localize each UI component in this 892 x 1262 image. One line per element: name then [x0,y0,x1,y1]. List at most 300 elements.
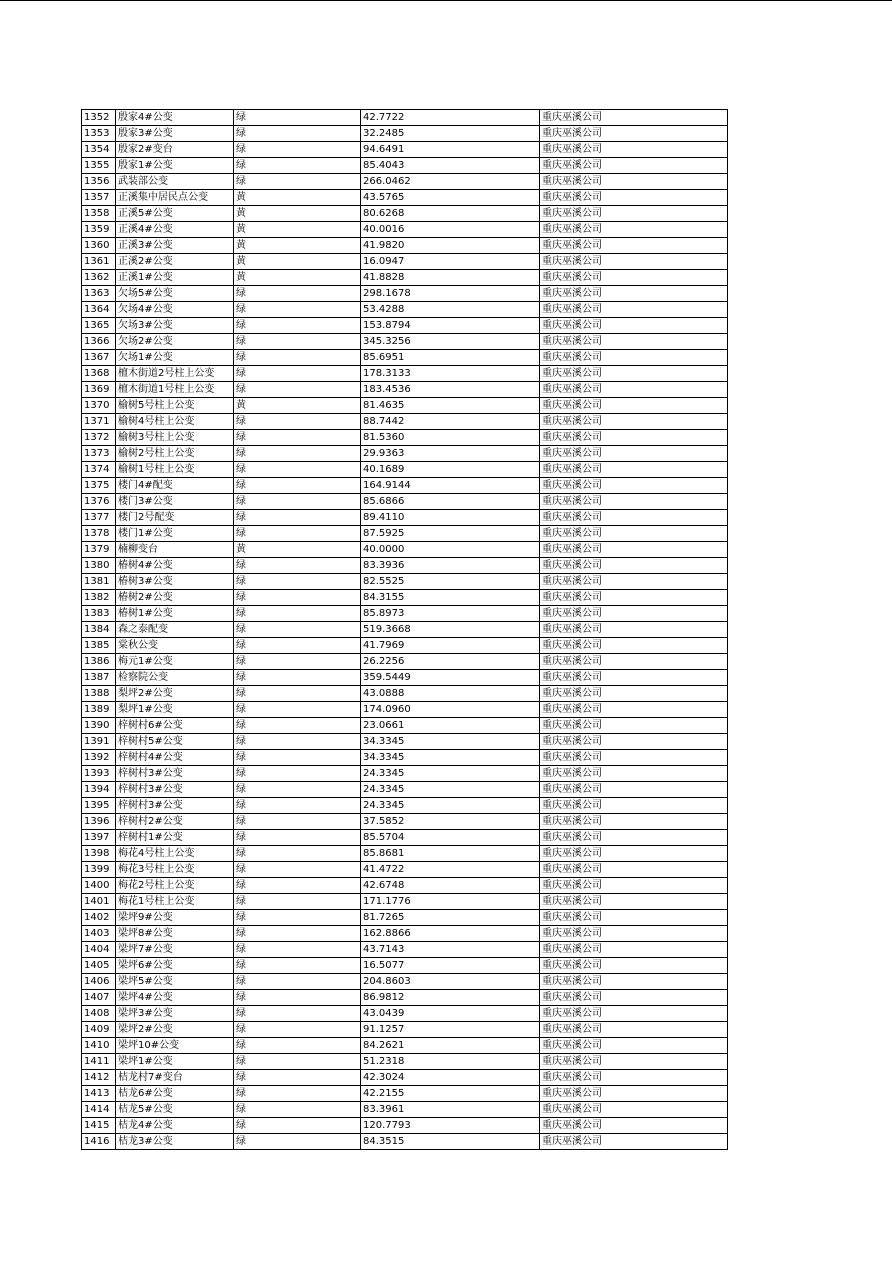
company-cell: 重庆巫溪公司 [540,542,728,558]
table-row [82,734,728,750]
row-number-cell: 1392 [82,750,116,766]
value-cell: 83.3961 [361,1102,540,1118]
row-number-cell: 1381 [82,574,116,590]
station-name-cell: 欠场5#公变 [116,286,234,302]
value-cell: 23.0661 [361,718,540,734]
company-cell: 重庆巫溪公司 [540,494,728,510]
station-name-cell: 欠场3#公变 [116,318,234,334]
company-cell: 重庆巫溪公司 [540,398,728,414]
status-color-cell: 黄 [234,542,361,558]
status-color-cell: 绿 [234,462,361,478]
table-row [82,270,728,286]
company-cell: 重庆巫溪公司 [540,1070,728,1086]
value-cell: 89.4110 [361,510,540,526]
row-number-cell: 1393 [82,766,116,782]
row-number-cell: 1416 [82,1134,116,1150]
value-cell: 120.7793 [361,1118,540,1134]
row-number-cell: 1396 [82,814,116,830]
row-number-cell: 1410 [82,1038,116,1054]
table-row [82,350,728,366]
row-number-cell: 1384 [82,622,116,638]
value-cell: 88.7442 [361,414,540,430]
company-cell: 重庆巫溪公司 [540,462,728,478]
table-row [82,862,728,878]
table-row [82,638,728,654]
table-row [82,558,728,574]
status-color-cell: 绿 [234,1070,361,1086]
company-cell: 重庆巫溪公司 [540,1054,728,1070]
station-name-cell: 梓树村3#公变 [116,766,234,782]
table-row [82,318,728,334]
table-row [82,622,728,638]
station-name-cell: 殷家2#变台 [116,142,234,158]
table-row [82,366,728,382]
status-color-cell: 绿 [234,766,361,782]
station-name-cell: 梓树村1#公变 [116,830,234,846]
status-color-cell: 绿 [234,1086,361,1102]
company-cell: 重庆巫溪公司 [540,622,728,638]
company-cell: 重庆巫溪公司 [540,478,728,494]
table-row [82,1038,728,1054]
status-color-cell: 绿 [234,302,361,318]
company-cell: 重庆巫溪公司 [540,174,728,190]
station-name-cell: 楼门1#公变 [116,526,234,542]
company-cell: 重庆巫溪公司 [540,1006,728,1022]
table-row [82,830,728,846]
value-cell: 43.5765 [361,190,540,206]
value-cell: 53.4288 [361,302,540,318]
value-cell: 519.3668 [361,622,540,638]
station-name-cell: 梁坪7#公变 [116,942,234,958]
station-name-cell: 欠场2#公变 [116,334,234,350]
table-row [82,430,728,446]
status-color-cell: 绿 [234,286,361,302]
table-row [82,414,728,430]
table-row [82,942,728,958]
value-cell: 266.0462 [361,174,540,190]
company-cell: 重庆巫溪公司 [540,1134,728,1150]
row-number-cell: 1397 [82,830,116,846]
company-cell: 重庆巫溪公司 [540,654,728,670]
status-color-cell: 绿 [234,686,361,702]
value-cell: 43.0888 [361,686,540,702]
value-cell: 81.5360 [361,430,540,446]
value-cell: 298.1678 [361,286,540,302]
value-cell: 174.0960 [361,702,540,718]
row-number-cell: 1366 [82,334,116,350]
table-row [82,702,728,718]
company-cell: 重庆巫溪公司 [540,910,728,926]
value-cell: 85.6866 [361,494,540,510]
status-color-cell: 绿 [234,1006,361,1022]
row-number-cell: 1380 [82,558,116,574]
table-row [82,1070,728,1086]
row-number-cell: 1371 [82,414,116,430]
row-number-cell: 1372 [82,430,116,446]
station-name-cell: 正溪1#公变 [116,270,234,286]
table-row [82,254,728,270]
status-color-cell: 绿 [234,318,361,334]
value-cell: 40.0000 [361,542,540,558]
value-cell: 81.4635 [361,398,540,414]
status-color-cell: 绿 [234,350,361,366]
value-cell: 42.6748 [361,878,540,894]
table-row [82,382,728,398]
station-name-cell: 棠秋公变 [116,638,234,654]
row-number-cell: 1406 [82,974,116,990]
company-cell: 重庆巫溪公司 [540,958,728,974]
table-row [82,110,728,126]
table-row [82,478,728,494]
table-row [82,238,728,254]
company-cell: 重庆巫溪公司 [540,110,728,126]
row-number-cell: 1355 [82,158,116,174]
table-row [82,782,728,798]
value-cell: 34.3345 [361,734,540,750]
status-color-cell: 绿 [234,702,361,718]
company-cell: 重庆巫溪公司 [540,366,728,382]
station-name-cell: 欠场1#公变 [116,350,234,366]
row-number-cell: 1378 [82,526,116,542]
value-cell: 24.3345 [361,782,540,798]
table-row [82,798,728,814]
station-name-cell: 桔龙5#公变 [116,1102,234,1118]
table-row [82,718,728,734]
row-number-cell: 1385 [82,638,116,654]
company-cell: 重庆巫溪公司 [540,670,728,686]
row-number-cell: 1356 [82,174,116,190]
status-color-cell: 绿 [234,798,361,814]
row-number-cell: 1411 [82,1054,116,1070]
station-name-cell: 梓树村5#公变 [116,734,234,750]
value-cell: 24.3345 [361,766,540,782]
row-number-cell: 1415 [82,1118,116,1134]
value-cell: 84.3515 [361,1134,540,1150]
row-number-cell: 1390 [82,718,116,734]
station-name-cell: 正溪4#公变 [116,222,234,238]
table-row [82,1006,728,1022]
status-color-cell: 绿 [234,478,361,494]
row-number-cell: 1386 [82,654,116,670]
status-color-cell: 绿 [234,158,361,174]
table-row [82,846,728,862]
company-cell: 重庆巫溪公司 [540,334,728,350]
row-number-cell: 1373 [82,446,116,462]
table-row [82,750,728,766]
station-name-cell: 梓树村3#公变 [116,782,234,798]
status-color-cell: 绿 [234,1118,361,1134]
station-name-cell: 武装部公变 [116,174,234,190]
status-color-cell: 绿 [234,670,361,686]
company-cell: 重庆巫溪公司 [540,222,728,238]
value-cell: 41.7969 [361,638,540,654]
table-row [82,574,728,590]
company-cell: 重庆巫溪公司 [540,686,728,702]
value-cell: 85.8973 [361,606,540,622]
value-cell: 345.3256 [361,334,540,350]
station-name-cell: 椿树4#公变 [116,558,234,574]
table-row [82,878,728,894]
station-name-cell: 檀木街道1号柱上公变 [116,382,234,398]
company-cell: 重庆巫溪公司 [540,990,728,1006]
station-name-cell: 椿树2#公变 [116,590,234,606]
status-color-cell: 黄 [234,254,361,270]
data-table-body [82,110,728,1150]
status-color-cell: 绿 [234,734,361,750]
status-color-cell: 绿 [234,750,361,766]
status-color-cell: 绿 [234,126,361,142]
status-color-cell: 绿 [234,558,361,574]
table-row [82,126,728,142]
value-cell: 84.3155 [361,590,540,606]
status-color-cell: 绿 [234,606,361,622]
station-name-cell: 楼门2号配变 [116,510,234,526]
row-number-cell: 1395 [82,798,116,814]
station-name-cell: 楠柳变台 [116,542,234,558]
company-cell: 重庆巫溪公司 [540,814,728,830]
station-name-cell: 梓树村2#公变 [116,814,234,830]
status-color-cell: 绿 [234,894,361,910]
value-cell: 24.3345 [361,798,540,814]
value-cell: 85.5704 [361,830,540,846]
station-name-cell: 桔龙村7#变台 [116,1070,234,1086]
company-cell: 重庆巫溪公司 [540,798,728,814]
company-cell: 重庆巫溪公司 [540,318,728,334]
company-cell: 重庆巫溪公司 [540,878,728,894]
status-color-cell: 绿 [234,1022,361,1038]
status-color-cell: 绿 [234,638,361,654]
station-name-cell: 椿树1#公变 [116,606,234,622]
row-number-cell: 1374 [82,462,116,478]
row-number-cell: 1359 [82,222,116,238]
table-row [82,286,728,302]
company-cell: 重庆巫溪公司 [540,286,728,302]
station-name-cell: 榆树2号柱上公变 [116,446,234,462]
station-name-cell: 桔龙3#公变 [116,1134,234,1150]
value-cell: 42.3024 [361,1070,540,1086]
status-color-cell: 绿 [234,654,361,670]
company-cell: 重庆巫溪公司 [540,702,728,718]
value-cell: 42.7722 [361,110,540,126]
value-cell: 171.1776 [361,894,540,910]
company-cell: 重庆巫溪公司 [540,382,728,398]
status-color-cell: 绿 [234,382,361,398]
data-table [81,109,728,1150]
station-name-cell: 梁坪6#公变 [116,958,234,974]
table-row [82,542,728,558]
table-row [82,654,728,670]
row-number-cell: 1398 [82,846,116,862]
page-top-rule [0,0,892,1]
value-cell: 42.2155 [361,1086,540,1102]
table-row [82,958,728,974]
table-row [82,910,728,926]
status-color-cell: 绿 [234,526,361,542]
company-cell: 重庆巫溪公司 [540,750,728,766]
value-cell: 16.5077 [361,958,540,974]
company-cell: 重庆巫溪公司 [540,606,728,622]
station-name-cell: 梁坪9#公变 [116,910,234,926]
table-row [82,1022,728,1038]
row-number-cell: 1363 [82,286,116,302]
company-cell: 重庆巫溪公司 [540,734,728,750]
status-color-cell: 绿 [234,782,361,798]
status-color-cell: 绿 [234,942,361,958]
table-row [82,462,728,478]
station-name-cell: 楼门4#配变 [116,478,234,494]
row-number-cell: 1402 [82,910,116,926]
status-color-cell: 绿 [234,590,361,606]
station-name-cell: 椿树3#公变 [116,574,234,590]
company-cell: 重庆巫溪公司 [540,862,728,878]
status-color-cell: 绿 [234,1038,361,1054]
value-cell: 87.5925 [361,526,540,542]
status-color-cell: 绿 [234,510,361,526]
table-row [82,302,728,318]
value-cell: 43.0439 [361,1006,540,1022]
station-name-cell: 梁坪3#公变 [116,1006,234,1022]
table-row [82,766,728,782]
value-cell: 37.5852 [361,814,540,830]
company-cell: 重庆巫溪公司 [540,526,728,542]
table-row [82,190,728,206]
company-cell: 重庆巫溪公司 [540,638,728,654]
table-row [82,206,728,222]
status-color-cell: 绿 [234,110,361,126]
station-name-cell: 檀木街道2号柱上公变 [116,366,234,382]
value-cell: 32.2485 [361,126,540,142]
company-cell: 重庆巫溪公司 [540,974,728,990]
company-cell: 重庆巫溪公司 [540,414,728,430]
company-cell: 重庆巫溪公司 [540,718,728,734]
company-cell: 重庆巫溪公司 [540,270,728,286]
status-color-cell: 绿 [234,1054,361,1070]
station-name-cell: 榆树1号柱上公变 [116,462,234,478]
station-name-cell: 检察院公变 [116,670,234,686]
status-color-cell: 绿 [234,1134,361,1150]
company-cell: 重庆巫溪公司 [540,766,728,782]
company-cell: 重庆巫溪公司 [540,846,728,862]
status-color-cell: 绿 [234,926,361,942]
table-row [82,974,728,990]
value-cell: 81.7265 [361,910,540,926]
table-row [82,510,728,526]
station-name-cell: 梓树村6#公变 [116,718,234,734]
company-cell: 重庆巫溪公司 [540,926,728,942]
value-cell: 41.4722 [361,862,540,878]
table-row [82,894,728,910]
station-name-cell: 梁坪10#公变 [116,1038,234,1054]
company-cell: 重庆巫溪公司 [540,894,728,910]
status-color-cell: 黄 [234,206,361,222]
station-name-cell: 梁坪4#公变 [116,990,234,1006]
row-number-cell: 1365 [82,318,116,334]
status-color-cell: 绿 [234,430,361,446]
company-cell: 重庆巫溪公司 [540,558,728,574]
status-color-cell: 黄 [234,222,361,238]
row-number-cell: 1352 [82,110,116,126]
station-name-cell: 榆树4号柱上公变 [116,414,234,430]
value-cell: 41.8828 [361,270,540,286]
table-row [82,1134,728,1150]
value-cell: 51.2318 [361,1054,540,1070]
status-color-cell: 绿 [234,494,361,510]
value-cell: 91.1257 [361,1022,540,1038]
station-name-cell: 榆树5号柱上公变 [116,398,234,414]
station-name-cell: 梅花4号柱上公变 [116,846,234,862]
station-name-cell: 梅元1#公变 [116,654,234,670]
station-name-cell: 梨坪1#公变 [116,702,234,718]
value-cell: 153.8794 [361,318,540,334]
table-row [82,990,728,1006]
status-color-cell: 绿 [234,334,361,350]
status-color-cell: 黄 [234,398,361,414]
company-cell: 重庆巫溪公司 [540,126,728,142]
value-cell: 162.8866 [361,926,540,942]
value-cell: 29.9363 [361,446,540,462]
table-row [82,398,728,414]
station-name-cell: 正溪2#公变 [116,254,234,270]
company-cell: 重庆巫溪公司 [540,1038,728,1054]
row-number-cell: 1387 [82,670,116,686]
row-number-cell: 1379 [82,542,116,558]
row-number-cell: 1369 [82,382,116,398]
row-number-cell: 1353 [82,126,116,142]
value-cell: 183.4536 [361,382,540,398]
company-cell: 重庆巫溪公司 [540,942,728,958]
company-cell: 重庆巫溪公司 [540,142,728,158]
status-color-cell: 绿 [234,1102,361,1118]
row-number-cell: 1368 [82,366,116,382]
station-name-cell: 桔龙4#公变 [116,1118,234,1134]
table-row [82,334,728,350]
table-row [82,670,728,686]
company-cell: 重庆巫溪公司 [540,206,728,222]
table-row [82,686,728,702]
table-row [82,606,728,622]
row-number-cell: 1408 [82,1006,116,1022]
station-name-cell: 楼门3#公变 [116,494,234,510]
row-number-cell: 1367 [82,350,116,366]
company-cell: 重庆巫溪公司 [540,238,728,254]
row-number-cell: 1370 [82,398,116,414]
status-color-cell: 绿 [234,862,361,878]
station-name-cell: 殷家4#公变 [116,110,234,126]
status-color-cell: 绿 [234,174,361,190]
row-number-cell: 1389 [82,702,116,718]
row-number-cell: 1405 [82,958,116,974]
value-cell: 204.8603 [361,974,540,990]
value-cell: 85.6951 [361,350,540,366]
row-number-cell: 1404 [82,942,116,958]
row-number-cell: 1361 [82,254,116,270]
row-number-cell: 1414 [82,1102,116,1118]
value-cell: 85.8681 [361,846,540,862]
station-name-cell: 梅花2号柱上公变 [116,878,234,894]
row-number-cell: 1383 [82,606,116,622]
station-name-cell: 梓树村4#公变 [116,750,234,766]
row-number-cell: 1407 [82,990,116,1006]
status-color-cell: 黄 [234,238,361,254]
status-color-cell: 绿 [234,878,361,894]
value-cell: 359.5449 [361,670,540,686]
table-row [82,526,728,542]
station-name-cell: 正溪集中居民点公变 [116,190,234,206]
station-name-cell: 森之泰配变 [116,622,234,638]
table-row [82,446,728,462]
value-cell: 164.9144 [361,478,540,494]
status-color-cell: 绿 [234,574,361,590]
